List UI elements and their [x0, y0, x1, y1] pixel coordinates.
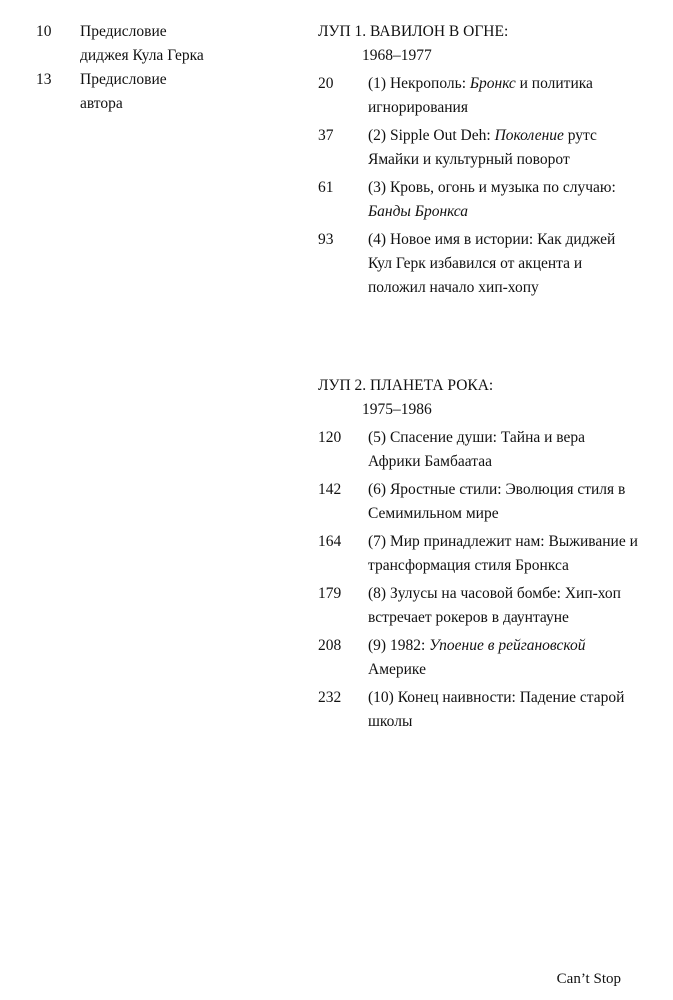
- chapter-title: (7) Мир принадлежит нам:: [368, 533, 545, 550]
- chapter-title: (6) Яростные стили:: [368, 481, 502, 498]
- page-number: 10: [36, 23, 52, 40]
- chapter-title: (4) Новое имя в истории:: [368, 231, 534, 248]
- toc-chapter-7: [318, 530, 638, 578]
- chapter-subtitle-line: Выживание и трансформация: [368, 533, 638, 574]
- chapter-subtitle-line: и политика игнорирования: [368, 75, 593, 116]
- chapter-subtitle-line: Тайна и вера Африки Бамбаатаа: [368, 429, 586, 470]
- part-years: 1975–1986: [362, 401, 432, 418]
- chapter-subtitle-line: стиля Бронкса: [474, 557, 569, 574]
- page-number: 179: [318, 585, 342, 602]
- toc-chapter-6: [318, 478, 638, 526]
- page-number: 61: [318, 179, 334, 196]
- chapter-subtitle: Банды Бронкса: [368, 203, 469, 220]
- chapter-subtitle-line: поворот: [516, 151, 570, 168]
- left-column: [36, 20, 256, 116]
- chapter-title: (5) Спасение души:: [368, 429, 497, 446]
- entry-title-line: Предисловие: [80, 71, 167, 88]
- chapter-title: (9) 1982:: [368, 637, 430, 654]
- page-number: 164: [318, 533, 342, 550]
- page-number: 120: [318, 429, 342, 446]
- chapter-subtitle-line: от акцента и положил начало: [368, 255, 583, 296]
- toc-entry-foreword-author: [36, 68, 256, 116]
- page-number: 13: [36, 71, 52, 88]
- chapter-subtitle-line: даунтауне: [502, 609, 569, 626]
- chapter-subtitle: Поколение: [494, 127, 564, 144]
- page-number: 208: [318, 637, 342, 654]
- chapter-subtitle-line: хип-хопу: [478, 279, 539, 296]
- chapter-subtitle-line: рутс Ямайки и культурный: [368, 127, 597, 168]
- toc-chapter-1: [318, 72, 638, 120]
- toc-chapter-2: [318, 124, 638, 172]
- chapter-subtitle-line: Эволюция стиля в Семимильном: [368, 481, 626, 522]
- chapter-subtitle: Упоение в рейгановской: [429, 637, 586, 654]
- toc-chapter-3: [318, 176, 638, 224]
- page-number: 20: [318, 75, 334, 92]
- toc-chapter-4: [318, 228, 638, 300]
- page-number: 93: [318, 231, 334, 248]
- toc-chapter-10: [318, 686, 638, 734]
- part-2: [318, 374, 638, 734]
- chapter-subtitle-line: Падение старой школы: [368, 689, 625, 730]
- chapter-title: (2) Sipple Out Deh:: [368, 127, 495, 144]
- part-heading: [318, 20, 638, 68]
- toc-chapter-8: [318, 582, 638, 630]
- entry-title-line: диджея Кула Герка: [80, 47, 204, 64]
- page-number: 37: [318, 127, 334, 144]
- chapter-subtitle: Бронкс: [469, 75, 516, 92]
- entry-title-line: автора: [80, 95, 123, 112]
- part-title: ЛУП 1. ВАВИЛОН В ОГНЕ:: [318, 23, 509, 40]
- chapter-subtitle-line: мире: [465, 505, 499, 522]
- entry-title-line: Предисловие: [80, 23, 167, 40]
- toc-entry-foreword-herc: [36, 20, 256, 68]
- page-number: 232: [318, 689, 342, 706]
- chapter-subtitle-line: Хип-хоп встречает рокеров в: [368, 585, 621, 626]
- chapter-title: (1) Некрополь:: [368, 75, 470, 92]
- right-column: [318, 20, 638, 734]
- running-footer: Can’t Stop: [556, 971, 621, 987]
- part-title: ЛУП 2. ПЛАНЕТА РОКА:: [318, 377, 494, 394]
- chapter-subtitle-line: Америке: [368, 661, 426, 678]
- chapter-title: (3) Кровь, огонь и музыка по: [368, 179, 559, 196]
- part-years: 1968–1977: [362, 47, 432, 64]
- part-heading: [318, 374, 638, 422]
- part-1: [318, 20, 638, 300]
- toc-chapter-5: [318, 426, 638, 474]
- toc-chapter-9: [318, 634, 638, 682]
- chapter-title: (8) Зулусы на часовой бомбе:: [368, 585, 561, 602]
- page-number: 142: [318, 481, 342, 498]
- chapter-title: (10) Конец наивности:: [368, 689, 516, 706]
- chapter-title-cont: случаю:: [562, 179, 616, 196]
- chapter-subtitle-line: Как диджей Кул Герк избавился: [368, 231, 616, 272]
